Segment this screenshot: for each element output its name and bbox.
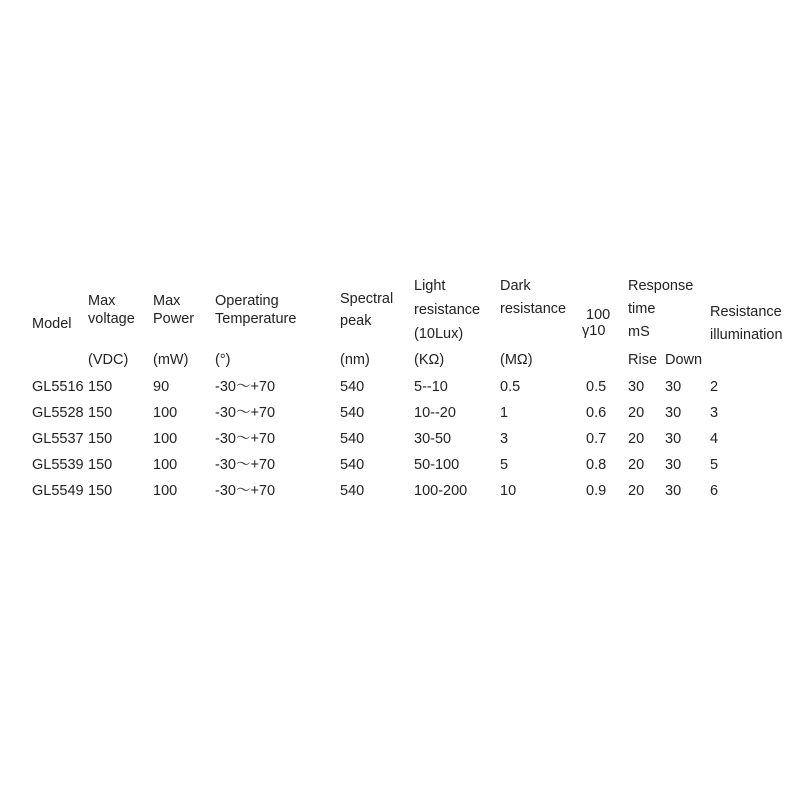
table-cell-max-voltage: 150 [88,405,113,421]
header-response-time-line3: mS [628,324,650,340]
table-cell-max-voltage: 150 [88,457,113,473]
table-cell-max-power: 100 [153,457,178,473]
table-cell-model: GL5516 [32,379,84,395]
table-cell-spectral-peak: 540 [340,457,365,473]
table-cell-spectral-peak: 540 [340,379,365,395]
table-cell-temp: -30～+70 [215,431,276,447]
table-cell-down: 30 [665,405,682,421]
header-max-voltage-line2: voltage [88,311,135,327]
unit-down: Down [665,352,703,368]
header-operating-temperature-line2: Temperature [215,311,297,327]
header-light-resistance-line2: resistance [414,302,481,318]
table-cell-dark-resistance: 5 [500,457,509,473]
unit-rise: Rise [628,352,658,368]
header-light-resistance-line1: Light [414,278,446,294]
table-cell-resistance-illumination: 3 [710,405,719,421]
table-cell-dark-resistance: 1 [500,405,509,421]
table-cell-temp: -30～+70 [215,457,276,473]
table-cell-temp: -30～+70 [215,379,276,395]
table-cell-dark-resistance: 0.5 [500,379,521,395]
table-cell-resistance-illumination: 4 [710,431,719,447]
header-response-time-line1: Response [628,278,694,294]
header-dark-resistance-line2: resistance [500,301,567,317]
header-max-voltage-line1: Max [88,293,116,309]
table-cell-resistance-illumination: 2 [710,379,719,395]
table-cell-down: 30 [665,379,682,395]
unit-light-resistance: (KΩ) [414,352,445,368]
header-response-time-line2: time [628,301,656,317]
header-max-power-line2: Power [153,311,195,327]
header-resistance-illumination-line1: Resistance [710,304,782,320]
table-cell-gamma: 0.5 [586,379,607,395]
table-cell-temp: -30～+70 [215,405,276,421]
table-cell-light-resistance: 50-100 [414,457,460,473]
table-cell-rise: 20 [628,431,645,447]
table-cell-max-power: 100 [153,405,178,421]
header-operating-temperature-line1: Operating [215,293,279,309]
table-cell-rise: 20 [628,483,645,499]
table-cell-light-resistance: 10--20 [414,405,456,421]
table-cell-dark-resistance: 10 [500,483,517,499]
table-cell-max-power: 100 [153,431,178,447]
unit-operating-temperature: (°) [215,352,231,368]
table-cell-gamma: 0.7 [586,431,607,447]
unit-max-voltage: (VDC) [88,352,129,368]
header-model: Model [32,316,72,332]
table-cell-gamma: 0.8 [586,457,607,473]
table-cell-rise: 30 [628,379,645,395]
table-cell-max-power: 100 [153,483,178,499]
table-cell-gamma: 0.9 [586,483,607,499]
header-spectral-peak-line2: peak [340,313,372,329]
table-cell-light-resistance: 5--10 [414,379,448,395]
table-cell-model: GL5528 [32,405,84,421]
header-light-resistance-line3: (10Lux) [414,326,464,342]
unit-max-power: (mW) [153,352,189,368]
header-gamma-line1: 100 [586,307,611,323]
table-cell-model: GL5539 [32,457,84,473]
table-cell-dark-resistance: 3 [500,431,509,447]
header-dark-resistance-line1: Dark [500,278,531,294]
table-cell-model: GL5537 [32,431,84,447]
unit-dark-resistance: (MΩ) [500,352,533,368]
unit-spectral-peak: (nm) [340,352,370,368]
table-cell-max-voltage: 150 [88,379,113,395]
table-cell-spectral-peak: 540 [340,483,365,499]
header-gamma-line2: γ10 [582,323,606,339]
table-cell-max-voltage: 150 [88,483,113,499]
table-cell-spectral-peak: 540 [340,405,365,421]
table-cell-down: 30 [665,483,682,499]
table-cell-spectral-peak: 540 [340,431,365,447]
table-cell-resistance-illumination: 5 [710,457,719,473]
table-cell-down: 30 [665,457,682,473]
header-spectral-peak-line1: Spectral [340,291,394,307]
table-cell-gamma: 0.6 [586,405,607,421]
table-cell-resistance-illumination: 6 [710,483,719,499]
table-cell-light-resistance: 30-50 [414,431,452,447]
table-cell-temp: -30～+70 [215,483,276,499]
header-resistance-illumination-line2: illumination [710,327,783,343]
table-cell-max-voltage: 150 [88,431,113,447]
table-cell-light-resistance: 100-200 [414,483,468,499]
table-cell-max-power: 90 [153,379,170,395]
table-cell-down: 30 [665,431,682,447]
table-cell-model: GL5549 [32,483,84,499]
header-max-power-line1: Max [153,293,181,309]
table-cell-rise: 20 [628,405,645,421]
table-cell-rise: 20 [628,457,645,473]
